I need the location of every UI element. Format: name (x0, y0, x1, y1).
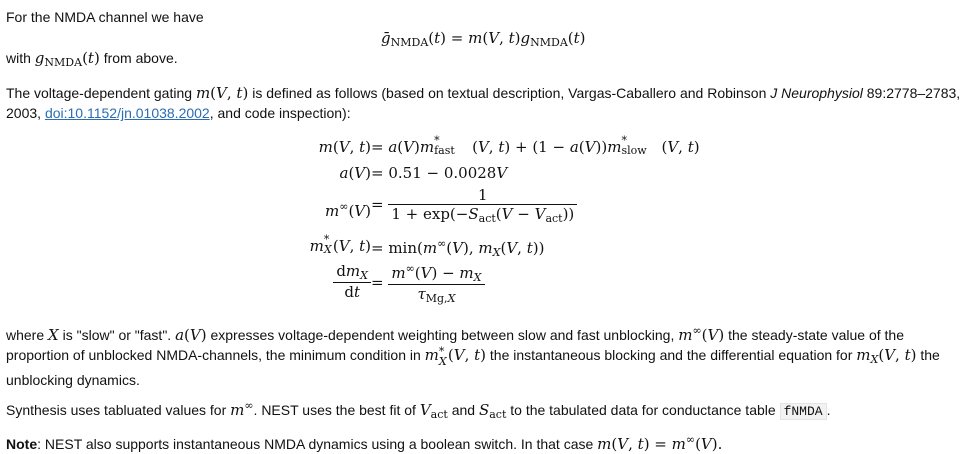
fnmda-code: fNMDA (780, 403, 827, 420)
gbar-equation: ḡ$_{NMDA}$(t) = m(V, $t)g_{NMDA}(t)$ (381, 29, 586, 49)
note-label: Note (6, 436, 38, 452)
note-paragraph: Note: NEST also supports instantaneous NMDA dynamics using a boolean switch. In that case m(V, t) = m∞(V). (6, 433, 723, 453)
gating-paragraph: The voltage-dependent gating m(V, t) is defined as follows (based on textual description, Vargas-Caballero and Robinson J Neurophysiol 89:2778–2783, 2003, doi:10.1152/jn.01038.2002, and code inspection): (6, 84, 961, 121)
doi-link[interactable]: doi:10.1152/jn.01038.2002 (44, 105, 210, 121)
with-line: with $g_{NMDA}(t)$ from above. (6, 49, 178, 69)
synthesis-paragraph: Synthesis uses tabluated values for m∞. NEST uses the best fit of $V_{act}$ and $S_{act}$ to the tabulated data for conductance table fNMDA . (6, 399, 831, 421)
intro-text: For the NMDA channel we have (6, 9, 204, 25)
where-paragraph: where X is "slow" or "fast". a(V) expresses voltage-dependent weighting between slow and fast unblocking, m∞(V) the steady-state value of the proportion of unblocked NMDA-channels, the minimum condition in m * X (V, t) the instantaneous blocking and the differential equation for $m_X(V$, t) the unblocking dynamics. (6, 324, 940, 388)
